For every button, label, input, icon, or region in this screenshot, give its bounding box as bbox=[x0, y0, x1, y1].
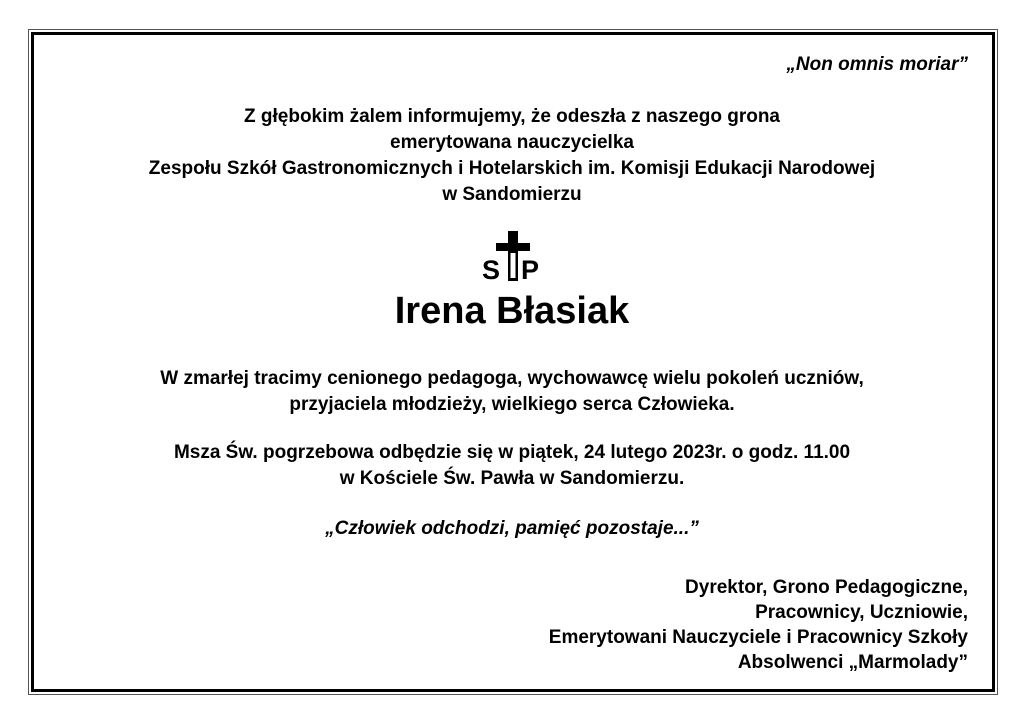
deceased-name: Irena Błasiak bbox=[394, 290, 630, 332]
signatory-line-4: Absolwenci „Marmolady” bbox=[737, 652, 968, 673]
announcement-line-2: emerytowana nauczycielka bbox=[390, 132, 634, 153]
funeral-line-2: w Kościele Św. Pawła w Sandomierzu. bbox=[339, 468, 685, 489]
funeral-line-1: Msza Św. pogrzebowa odbędzie się w piątek, 24 lutego 2023r. o godz. 11.00 bbox=[173, 442, 851, 463]
announcement-line-3: Zespołu Szkół Gastronomicznych i Hotelarskich im. Komisji Edukacji Narodowej bbox=[148, 158, 876, 179]
cross-horizontal bbox=[496, 243, 530, 251]
stp-cross-icon bbox=[480, 229, 546, 283]
motto: „Non omnis moriar” bbox=[786, 54, 968, 75]
announcement-line-1: Z głębokim żalem informujemy, że odeszła z naszego grona bbox=[244, 106, 780, 127]
stp-letter-right: P bbox=[521, 255, 540, 283]
cross-inner-gap bbox=[511, 253, 516, 278]
signatory-line-2: Pracownicy, Uczniowie, bbox=[755, 602, 968, 623]
tribute-line-2: przyjaciela młodzieży, wielkiego serca Człowieka. bbox=[289, 394, 735, 415]
tribute-line-1: W zmarłej tracimy cenionego pedagoga, wychowawcę wielu pokoleń uczniów, bbox=[160, 368, 864, 389]
announcement-line-4: w Sandomierzu bbox=[442, 184, 582, 205]
signatory-line-3: Emerytowani Nauczyciele i Pracownicy Szkoły bbox=[548, 627, 968, 648]
stp-letter-left: S bbox=[482, 255, 501, 283]
closing-quote: „Człowiek odchodzi, pamięć pozostaje...” bbox=[325, 518, 699, 539]
signatory-line-1: Dyrektor, Grono Pedagogiczne, bbox=[685, 577, 968, 598]
